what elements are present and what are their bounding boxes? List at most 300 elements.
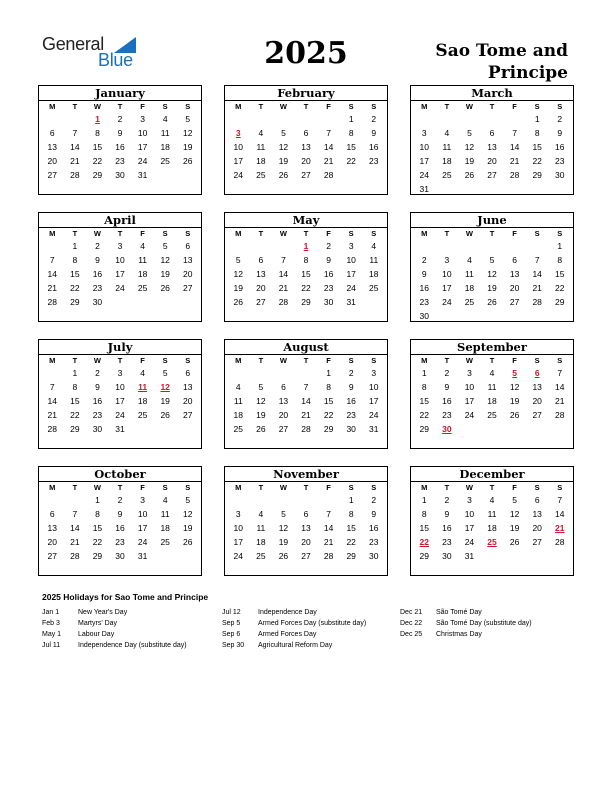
day-cell: 10 — [346, 255, 356, 265]
day-cell: 14 — [301, 396, 311, 406]
weekday-label: S — [162, 356, 168, 365]
day-cell: 23 — [442, 410, 452, 420]
week-row — [411, 239, 573, 253]
day-cell: 11 — [487, 509, 497, 519]
empty-day-cell — [64, 112, 87, 126]
week-row — [411, 493, 573, 507]
day-cell: 29 — [419, 551, 430, 561]
holiday-date: Dec 25 — [400, 631, 423, 638]
day-cell: 26 — [487, 297, 497, 307]
week-row — [39, 408, 201, 422]
day-cell: 12 — [233, 269, 244, 279]
week-row — [39, 394, 201, 408]
day-cell: 22 — [301, 283, 311, 293]
day-cell: 22 — [323, 410, 334, 420]
weekday-label: T — [444, 356, 450, 365]
empty-day-cell — [109, 295, 132, 309]
day-cell: 25 — [137, 283, 148, 293]
day-cell: 13 — [256, 269, 266, 279]
holiday-date: Sep 6 — [222, 631, 241, 638]
day-cell: 3 — [348, 241, 354, 251]
weekday-label: T — [444, 483, 450, 492]
day-cell: 11 — [233, 396, 243, 406]
holiday-name: Labour Day — [78, 631, 115, 638]
day-cell: 5 — [162, 368, 168, 378]
day-cell: 22 — [346, 537, 356, 547]
day-cell: 19 — [278, 156, 289, 166]
week-row — [225, 507, 387, 521]
empty-day-cell — [227, 493, 250, 507]
day-cell: 2 — [444, 368, 450, 378]
day-cell: 27 — [301, 551, 311, 561]
day-cell: 15 — [419, 523, 430, 533]
empty-day-cell — [548, 182, 571, 196]
day-cell: 1 — [95, 495, 100, 505]
country-name-line2: Principe — [487, 63, 568, 83]
empty-day-cell — [481, 182, 504, 196]
day-cell: 29 — [70, 424, 80, 434]
day-cell: 24 — [115, 283, 125, 293]
day-cell: 16 — [555, 142, 565, 152]
day-cell: 6 — [303, 128, 309, 138]
day-cell: 19 — [160, 396, 170, 406]
holiday-name: São Tomé Day — [436, 609, 482, 616]
day-cell: 19 — [160, 269, 170, 279]
day-cell: 17 — [233, 537, 244, 547]
day-cell: 10 — [369, 382, 379, 392]
day-cell: 1 — [72, 241, 78, 251]
day-cell: 1 — [557, 241, 563, 251]
day-cell: 16 — [346, 396, 356, 406]
day-cell: 5 — [281, 509, 286, 519]
weekday-label: M — [421, 102, 428, 111]
empty-day-cell — [131, 422, 154, 436]
week-row — [411, 281, 573, 295]
day-cell: 28 — [301, 424, 311, 434]
day-cell: 18 — [160, 523, 170, 533]
day-cell: 20 — [301, 156, 311, 166]
month-name: August — [225, 340, 387, 355]
day-cell: 15 — [419, 396, 430, 406]
day-cell: 14 — [47, 269, 58, 279]
week-row — [225, 549, 387, 563]
day-cell: 17 — [115, 269, 125, 279]
empty-day-cell — [436, 112, 459, 126]
holiday-item — [400, 607, 532, 618]
week-row — [225, 295, 387, 309]
day-cell: 21 — [70, 156, 80, 166]
day-cell: 21 — [555, 396, 565, 406]
week-row — [225, 140, 387, 154]
week-row — [225, 380, 387, 394]
week-row — [225, 154, 387, 168]
weekday-label: S — [348, 483, 354, 492]
weekday-label: M — [235, 102, 242, 111]
day-cell: 23 — [419, 297, 430, 307]
weekday-label: T — [117, 356, 123, 365]
empty-day-cell — [458, 239, 481, 253]
day-cell: 13 — [183, 255, 193, 265]
week-row — [411, 182, 573, 196]
holiday-date: Sep 5 — [222, 620, 241, 627]
empty-day-cell — [41, 239, 64, 253]
day-cell: 13 — [301, 142, 311, 152]
day-cell: 1 — [534, 114, 540, 124]
empty-day-cell — [413, 112, 436, 126]
holiday-date: Jan 1 — [42, 609, 60, 616]
month-february — [224, 85, 388, 195]
weekday-header — [411, 355, 573, 366]
empty-day-cell — [227, 112, 250, 126]
day-cell: 3 — [421, 128, 427, 138]
holiday-name: Armed Forces Day — [258, 631, 317, 638]
day-cell: 20 — [301, 537, 311, 547]
day-cell: 14 — [509, 142, 520, 152]
day-cell: 22 — [70, 283, 80, 293]
day-cell: 9 — [444, 509, 450, 519]
day-cell: 22 — [419, 410, 430, 420]
day-cell: 28 — [278, 297, 289, 307]
weekday-label: T — [258, 483, 264, 492]
weekday-label: W — [93, 229, 101, 238]
day-cell: 22 — [92, 156, 103, 166]
week-row — [39, 253, 201, 267]
day-cell: 2 — [557, 114, 563, 124]
day-cell: 5 — [162, 241, 168, 251]
week-row — [225, 168, 387, 182]
logo-general-text: General — [42, 34, 104, 54]
weekday-label: M — [235, 229, 242, 238]
day-cell: 25 — [464, 297, 475, 307]
weekday-label: W — [465, 102, 473, 111]
day-cell: 10 — [233, 523, 244, 533]
day-cell: 6 — [258, 255, 264, 265]
day-cell: 29 — [532, 170, 542, 180]
day-cell: 12 — [278, 523, 289, 533]
weekday-label: S — [185, 229, 191, 238]
weekday-label: S — [557, 483, 563, 492]
logo-blue-text: Blue — [98, 50, 133, 70]
day-cell: 9 — [444, 382, 450, 392]
weekday-label: T — [303, 102, 309, 111]
holiday-date: Jul 11 — [42, 642, 61, 649]
weekday-label: S — [348, 102, 354, 111]
week-row — [225, 267, 387, 281]
day-cell: 8 — [557, 255, 563, 265]
empty-day-cell — [503, 309, 526, 323]
day-cell: 18 — [442, 156, 452, 166]
day-cell: 25 — [160, 156, 170, 166]
day-cell: 17 — [137, 142, 148, 152]
day-cell: 16 — [92, 269, 103, 279]
day-cell: 21 — [509, 156, 520, 166]
day-cell: 6 — [534, 368, 540, 378]
week-row — [411, 309, 573, 323]
day-cell: 29 — [92, 170, 103, 180]
weekday-label: W — [279, 483, 287, 492]
weekday-label: W — [279, 356, 287, 365]
day-cell: 25 — [256, 551, 266, 561]
empty-day-cell — [272, 366, 295, 380]
day-cell: 6 — [49, 128, 55, 138]
day-cell: 3 — [117, 241, 123, 251]
day-cell: 12 — [183, 128, 193, 138]
holiday-name: Independence Day — [258, 609, 317, 616]
day-cell: 7 — [512, 128, 517, 138]
day-cell: 31 — [464, 551, 475, 561]
day-cell: 28 — [70, 551, 80, 561]
weekday-label: M — [421, 356, 428, 365]
empty-day-cell — [317, 112, 340, 126]
day-cell: 11 — [160, 509, 170, 519]
day-cell: 23 — [92, 283, 103, 293]
day-cell: 16 — [92, 396, 103, 406]
empty-day-cell — [295, 112, 318, 126]
day-cell: 9 — [557, 128, 563, 138]
day-cell: 25 — [487, 410, 497, 420]
day-cell: 27 — [256, 297, 266, 307]
empty-day-cell — [526, 309, 549, 323]
weekday-header — [39, 355, 201, 366]
weekday-label: F — [140, 229, 145, 238]
week-row — [411, 140, 573, 154]
empty-day-cell — [64, 493, 87, 507]
day-cell: 26 — [256, 424, 266, 434]
day-cell: 6 — [512, 255, 517, 265]
week-row — [225, 535, 387, 549]
day-cell: 8 — [95, 128, 100, 138]
empty-day-cell — [413, 239, 436, 253]
weekday-label: F — [512, 102, 517, 111]
day-cell: 25 — [369, 283, 379, 293]
holiday-column — [42, 607, 187, 651]
weekday-label: S — [371, 102, 377, 111]
month-name: June — [411, 213, 573, 228]
day-cell: 5 — [467, 128, 472, 138]
day-cell: 3 — [235, 128, 241, 138]
empty-day-cell — [481, 549, 504, 563]
day-cell: 6 — [49, 509, 55, 519]
empty-day-cell — [436, 182, 459, 196]
day-cell: 13 — [532, 509, 542, 519]
day-cell: 22 — [532, 156, 542, 166]
day-cell: 4 — [371, 241, 377, 251]
weekday-label: F — [326, 483, 331, 492]
day-cell: 31 — [346, 297, 356, 307]
weekday-label: T — [117, 483, 123, 492]
empty-day-cell — [362, 168, 385, 182]
day-cell: 14 — [532, 269, 542, 279]
weekday-label: M — [421, 229, 428, 238]
week-row — [225, 366, 387, 380]
weekday-label: T — [72, 483, 78, 492]
weekday-label: T — [117, 102, 123, 111]
empty-day-cell — [458, 422, 481, 436]
month-name: March — [411, 86, 573, 101]
week-row — [225, 126, 387, 140]
weekday-label: F — [512, 483, 517, 492]
day-cell: 18 — [487, 396, 497, 406]
day-cell: 17 — [464, 396, 475, 406]
day-cell: 18 — [256, 156, 266, 166]
month-june — [410, 212, 574, 322]
day-cell: 12 — [509, 509, 520, 519]
month-name: November — [225, 467, 387, 482]
empty-day-cell — [176, 295, 199, 309]
day-cell: 30 — [369, 551, 379, 561]
weekday-label: S — [557, 102, 563, 111]
weekday-label: F — [512, 229, 517, 238]
weekday-header — [411, 228, 573, 239]
empty-day-cell — [458, 309, 481, 323]
empty-day-cell — [250, 366, 273, 380]
weekday-label: S — [557, 356, 563, 365]
day-cell: 24 — [137, 156, 148, 166]
day-cell: 10 — [115, 382, 125, 392]
weekday-label: T — [489, 229, 495, 238]
day-cell: 21 — [70, 537, 80, 547]
week-row — [39, 295, 201, 309]
weekday-label: F — [512, 356, 517, 365]
day-cell: 17 — [419, 156, 430, 166]
empty-day-cell — [458, 182, 481, 196]
day-cell: 12 — [464, 142, 475, 152]
holiday-item — [42, 629, 187, 640]
day-cell: 18 — [487, 523, 497, 533]
day-cell: 3 — [140, 495, 145, 505]
empty-day-cell — [295, 366, 318, 380]
month-name: January — [39, 86, 201, 101]
empty-day-cell — [503, 239, 526, 253]
day-cell: 9 — [348, 382, 354, 392]
day-cell: 6 — [489, 128, 495, 138]
holiday-date: Sep 30 — [222, 642, 245, 649]
day-cell: 22 — [92, 537, 103, 547]
day-cell: 19 — [487, 283, 497, 293]
week-row — [39, 126, 201, 140]
day-cell: 2 — [95, 368, 100, 378]
day-cell: 26 — [509, 410, 520, 420]
weekday-label: T — [444, 229, 450, 238]
day-cell: 17 — [115, 396, 125, 406]
empty-day-cell — [272, 239, 295, 253]
week-row — [39, 140, 201, 154]
week-row — [39, 535, 201, 549]
empty-day-cell — [481, 112, 504, 126]
day-cell: 7 — [303, 382, 309, 392]
day-cell: 21 — [555, 523, 565, 533]
day-cell: 11 — [160, 128, 170, 138]
day-cell: 29 — [70, 297, 80, 307]
weekday-label: S — [371, 483, 377, 492]
day-cell: 14 — [323, 142, 334, 152]
day-cell: 15 — [92, 523, 103, 533]
weekday-header — [411, 482, 573, 493]
day-cell: 17 — [369, 396, 379, 406]
day-cell: 9 — [371, 509, 377, 519]
empty-day-cell — [272, 112, 295, 126]
empty-day-cell — [436, 239, 459, 253]
day-cell: 29 — [323, 424, 334, 434]
day-cell: 31 — [137, 170, 148, 180]
day-cell: 12 — [160, 382, 170, 392]
holiday-item — [222, 629, 366, 640]
weekday-label: W — [93, 102, 101, 111]
day-cell: 3 — [117, 368, 123, 378]
month-name: October — [39, 467, 201, 482]
day-cell: 14 — [323, 523, 334, 533]
day-cell: 7 — [534, 255, 540, 265]
day-cell: 9 — [421, 269, 427, 279]
day-cell: 29 — [419, 424, 430, 434]
day-cell: 7 — [49, 255, 55, 265]
holiday-item — [400, 629, 532, 640]
weekday-label: F — [326, 356, 331, 365]
day-cell: 4 — [444, 128, 450, 138]
day-cell: 10 — [233, 142, 244, 152]
day-cell: 18 — [256, 537, 266, 547]
day-cell: 12 — [487, 269, 497, 279]
holiday-date: Dec 22 — [400, 620, 423, 627]
weekday-label: W — [279, 229, 287, 238]
holiday-column — [400, 607, 532, 640]
day-cell: 20 — [183, 269, 193, 279]
week-row — [39, 168, 201, 182]
weekday-header — [39, 228, 201, 239]
day-cell: 2 — [95, 241, 100, 251]
day-cell: 13 — [487, 142, 497, 152]
day-cell: 3 — [235, 509, 241, 519]
holiday-name: Martyrs' Day — [78, 620, 118, 627]
day-cell: 7 — [326, 509, 331, 519]
day-cell: 3 — [467, 495, 472, 505]
week-row — [39, 267, 201, 281]
week-row — [411, 267, 573, 281]
month-name: February — [225, 86, 387, 101]
day-cell: 26 — [183, 156, 193, 166]
day-cell: 14 — [70, 523, 80, 533]
day-cell: 22 — [555, 283, 565, 293]
country-name-line1: Sao Tome and — [435, 41, 568, 61]
day-cell: 21 — [278, 283, 289, 293]
weekday-label: M — [49, 356, 56, 365]
holiday-name: Christmas Day — [436, 631, 482, 638]
day-cell: 13 — [278, 396, 289, 406]
empty-day-cell — [176, 549, 199, 563]
day-cell: 19 — [509, 396, 520, 406]
day-cell: 30 — [92, 424, 103, 434]
day-cell: 20 — [487, 156, 497, 166]
empty-day-cell — [295, 493, 318, 507]
day-cell: 2 — [348, 368, 354, 378]
empty-day-cell — [526, 239, 549, 253]
day-cell: 31 — [137, 551, 148, 561]
day-cell: 15 — [92, 142, 103, 152]
week-row — [39, 422, 201, 436]
month-september — [410, 339, 574, 449]
day-cell: 15 — [70, 396, 80, 406]
day-cell: 16 — [419, 283, 430, 293]
day-cell: 27 — [183, 410, 193, 420]
day-cell: 19 — [278, 537, 289, 547]
day-cell: 4 — [235, 382, 241, 392]
weekday-label: F — [326, 102, 331, 111]
day-cell: 4 — [489, 495, 495, 505]
empty-day-cell — [317, 493, 340, 507]
day-cell: 30 — [555, 170, 565, 180]
month-january — [38, 85, 202, 195]
day-cell: 26 — [233, 297, 244, 307]
